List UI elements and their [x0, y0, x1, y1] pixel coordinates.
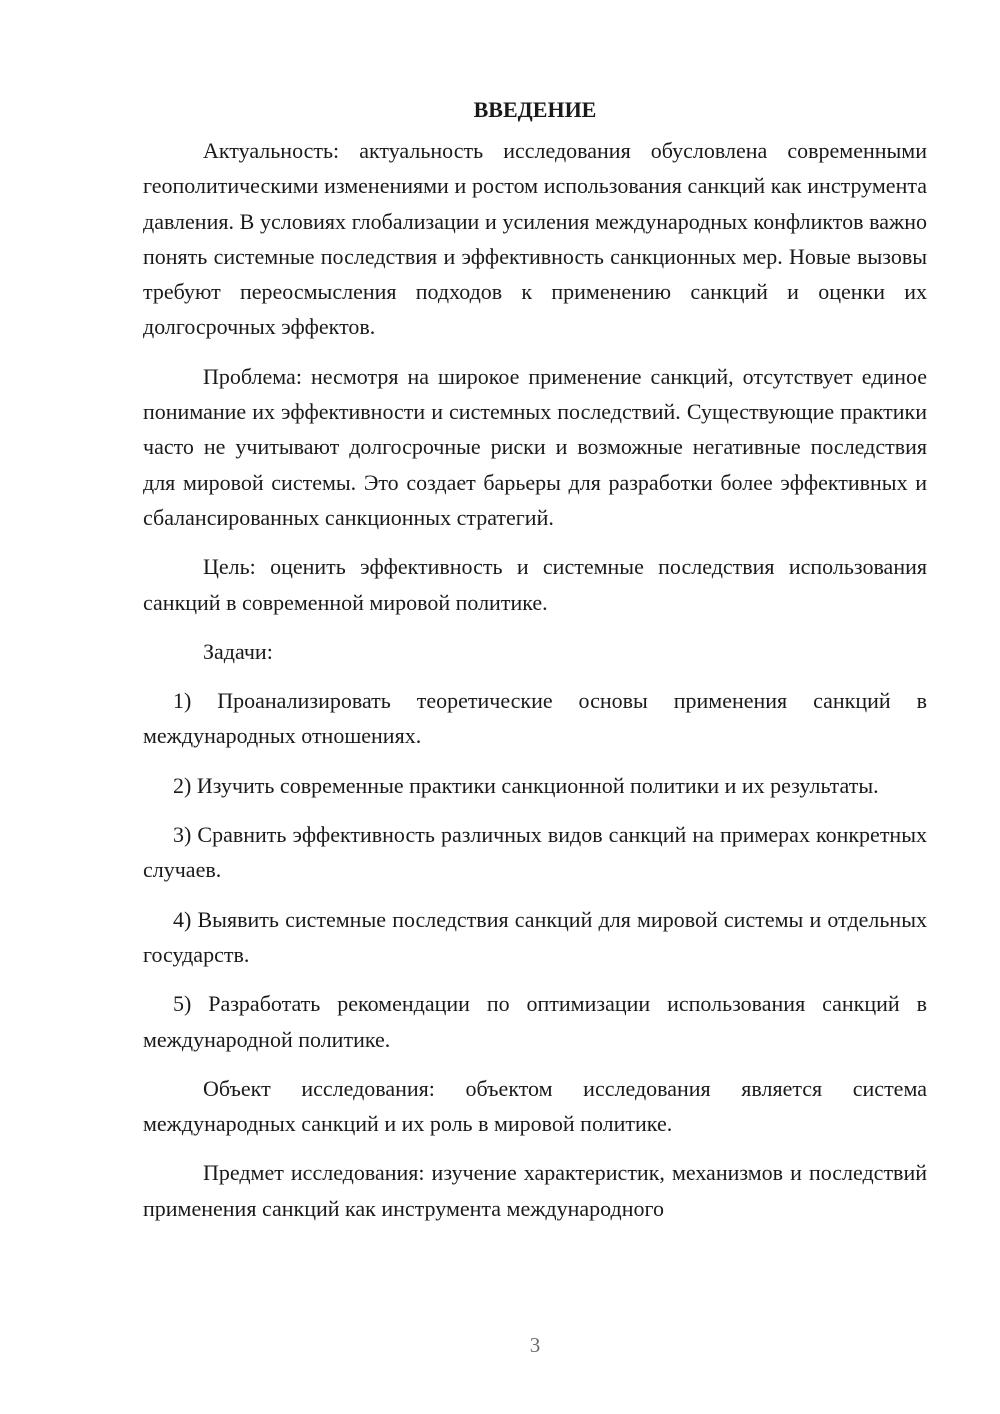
task-item: 5) Разработать рекомендации по оптимизации использования санкций в международной политике.: [143, 991, 927, 1052]
task-item: 4) Выявить системные последствия санкций для мировой системы и отдельных государств.: [143, 906, 927, 967]
page-number: 3: [529, 1333, 541, 1357]
page-body: [143, 95, 927, 1240]
object-paragraph: Объект исследования: объектом исследования является система международных санкций и их роль в мировой политике.: [143, 1075, 927, 1137]
task-item: 3) Сравнить эффективность различных видов санкций на примерах конкретных случаев.: [143, 822, 927, 883]
subject-paragraph: Предмет исследования: изучение характеристик, механизмов и последствий применения санкций как инструмента международного: [143, 1160, 927, 1221]
tasks-label: Задачи:: [203, 638, 273, 664]
problem-paragraph: Проблема: несмотря на широкое применение санкций, отсутствует единое понимание их эффективности и системных последствий. Существующие практики часто не учитывают долгосрочные риски и возможные негативные последствия для мировой системы. Это создает барьеры для разработки более эффективных и сбалансированных санкционных стратегий.: [143, 363, 927, 530]
task-item: 2) Изучить современные практики санкционной политики и их результаты.: [173, 772, 879, 798]
section-heading: ВВЕДЕНИЕ: [473, 97, 597, 122]
goal-paragraph: Цель: оценить эффективность и системные последствия использования санкций в современной мировой политике.: [143, 554, 927, 615]
relevance-paragraph: Актуальность: актуальность исследования обусловлена современными геополитическими изменениями и ростом использования санкций как инструмента давления. В условиях глобализации и усиления международных конфликтов важно понять системные последствия и эффективность санкционных мер. Новые вызовы требуют переосмысления подходов к применению санкций и оценки их долгосрочных эффектов.: [143, 138, 927, 340]
task-item: 1) Проанализировать теоретические основы применения санкций в международных отношениях.: [143, 688, 927, 749]
